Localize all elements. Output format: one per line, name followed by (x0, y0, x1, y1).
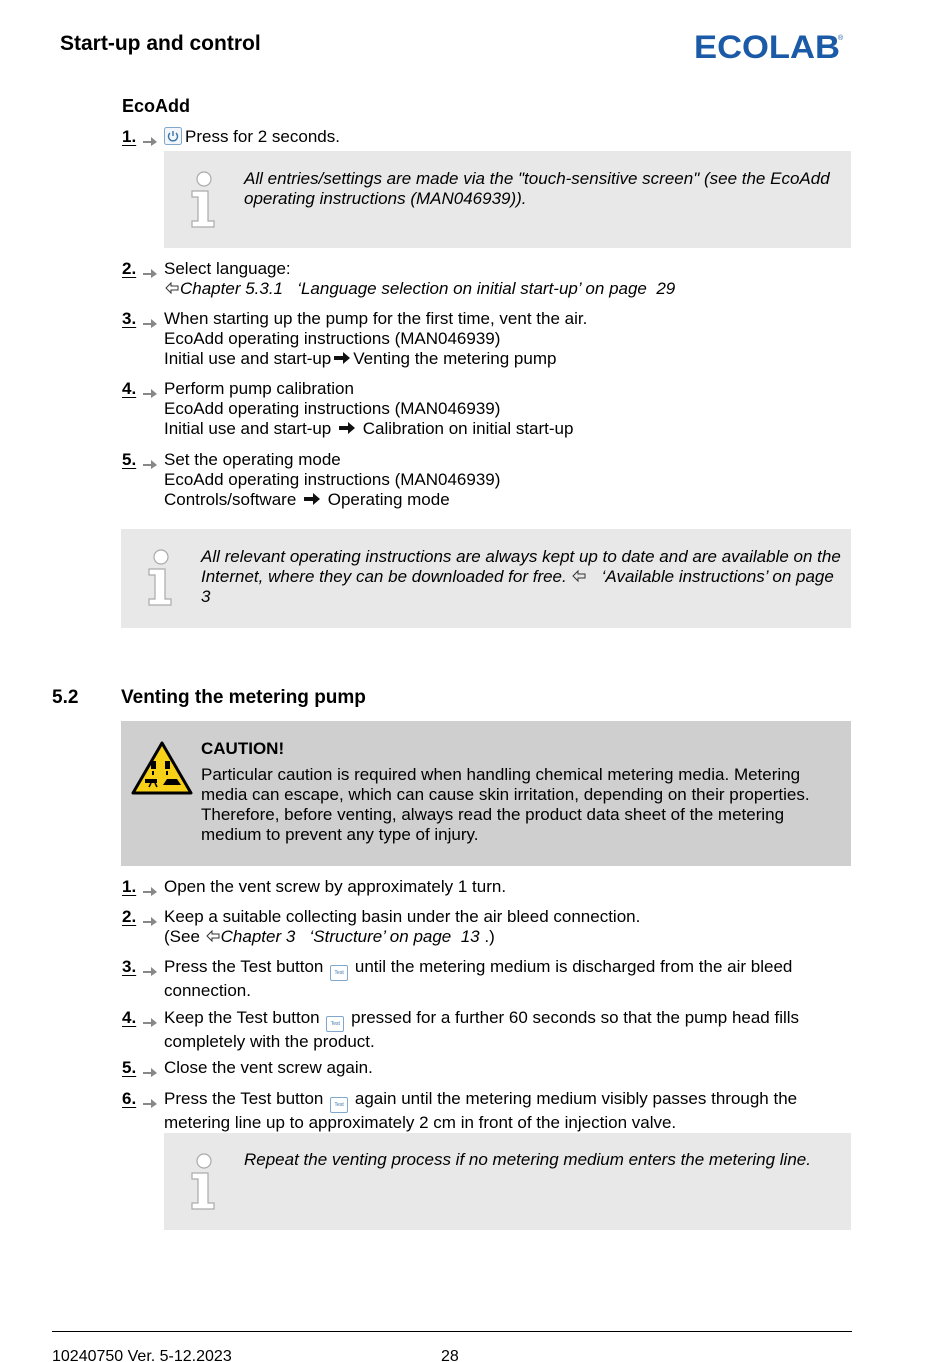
info-text: All entries/settings are made via the "touch-sensitive screen" (see the EcoAdd operating instructions (MAN046939)). (244, 169, 830, 208)
step-arrow-icon (143, 264, 157, 278)
info-icon (145, 549, 177, 607)
ecolab-logo (694, 30, 844, 62)
step-arrow-icon (143, 1013, 157, 1027)
step-number: 6. (122, 1089, 160, 1109)
menu-path: Initial use and start-up Venting the metering pump (164, 349, 557, 368)
caution-text: Particular caution is required when handling chemical metering media. Metering media can escape, which can cause skin irritation, depending on their properties. Therefore, before venting, always read the product data sheet of the metering medium to prevent any type of injury. (201, 765, 810, 844)
ecoadd-step-3: 3. When starting up the pump for the first time, vent the air. EcoAdd operating instructions (MAN046939) Initial use and start-up Venting the metering pump (122, 309, 852, 369)
step-arrow-icon (143, 882, 157, 896)
page-header-title: Start-up and control (60, 32, 261, 55)
right-arrow-icon (338, 421, 356, 435)
menu-path: Initial use and start-up Calibration on initial start-up (164, 419, 574, 438)
corrosive-warning-icon (131, 741, 193, 795)
caution-title: CAUTION! (201, 739, 285, 758)
step-arrow-icon (143, 384, 157, 398)
ecoadd-step-4: 4. Perform pump calibration EcoAdd operating instructions (MAN046939) Initial use and start-up Calibration on initial start-up (122, 379, 852, 439)
power-icon (164, 127, 182, 145)
document-version: 10240750 Ver. 5-12.2023 (52, 1348, 232, 1362)
ecoadd-step-2: 2. Select language: Chapter 5.3.1 ‘Language selection on initial start-up’ on page 29 (122, 259, 852, 299)
test-button-icon: Test (330, 965, 348, 981)
step-number: 4. (122, 379, 160, 399)
info-icon (188, 1153, 220, 1211)
info-text: All relevant operating instructions are always kept up to date and are available on the Internet, where they can be downloaded for free. ‘Available instructions’ on page 3 (201, 547, 841, 606)
right-arrow-icon (303, 492, 321, 506)
ecoadd-step-5: 5. Set the operating mode EcoAdd operating instructions (MAN046939) Controls/software Operating mode (122, 450, 852, 510)
link-hand-icon (205, 929, 221, 943)
step-number: 4. (122, 1008, 160, 1028)
step-number: 5. (122, 450, 160, 470)
step-arrow-icon (143, 132, 157, 146)
step-arrow-icon (143, 314, 157, 328)
section-number: 5.2 (52, 687, 79, 708)
test-button-icon: Test (330, 1097, 348, 1113)
page-number: 28 (441, 1348, 459, 1362)
step-arrow-icon (143, 1094, 157, 1108)
menu-path: Controls/software Operating mode (164, 490, 450, 509)
step-arrow-icon (143, 962, 157, 976)
step-number: 2. (122, 907, 160, 927)
venting-step-5: 5. Close the vent screw again. (122, 1058, 373, 1077)
venting-step-2: 2. Keep a suitable collecting basin under the air bleed connection. (See Chapter 3 ‘Structure’ on page 13 .) (122, 907, 852, 947)
ecoadd-step-1: 1. Press for 2 seconds. (122, 127, 340, 146)
step-number: 3. (122, 309, 160, 329)
step-number: 3. (122, 957, 160, 977)
svg-text:®: ® (838, 35, 844, 42)
info-box-repeat-venting (164, 1133, 851, 1230)
info-box-touch-screen (164, 151, 851, 248)
right-arrow-icon (333, 351, 351, 365)
step-number: 5. (122, 1058, 160, 1078)
section-title: Venting the metering pump (121, 687, 366, 708)
info-text: Repeat the venting process if no metering medium enters the metering line. (244, 1150, 811, 1169)
link-hand-icon (164, 281, 180, 295)
step-number: 1. (122, 127, 160, 147)
link-hand-icon (571, 569, 587, 583)
venting-step-3: 3. Press the Test button Test until the metering medium is discharged from the air bleed connection. (122, 957, 793, 1000)
info-box-available-instructions (121, 529, 851, 628)
venting-step-1: 1. Open the vent screw by approximately 1 turn. (122, 877, 507, 896)
chapter-link[interactable]: Chapter 5.3.1 ‘Language selection on initial start-up’ on page 29 (164, 279, 852, 299)
step-number: 2. (122, 259, 160, 279)
info-icon (188, 171, 220, 229)
structure-link[interactable]: (See Chapter 3 ‘Structure’ on page 13 .) (164, 927, 495, 946)
step-number: 1. (122, 877, 160, 897)
subsection-title: EcoAdd (122, 96, 191, 116)
svg-text:ECOLAB: ECOLAB (694, 30, 840, 62)
venting-step-6: 6. Press the Test button Test again until the metering medium visibly passes through the metering line up to approximately 2 cm in front of the injection valve. (122, 1089, 798, 1132)
caution-box (121, 721, 851, 866)
venting-step-4: 4. Keep the Test button Test pressed for a further 60 seconds so that the pump head fills completely with the product. (122, 1008, 800, 1051)
available-instructions-link[interactable]: ‘Available instructions’ on page 3 (201, 567, 834, 606)
step-arrow-icon (143, 455, 157, 469)
footer-divider (52, 1331, 852, 1332)
test-button-icon: Test (326, 1016, 344, 1032)
step-arrow-icon (143, 1063, 157, 1077)
step-arrow-icon (143, 912, 157, 926)
